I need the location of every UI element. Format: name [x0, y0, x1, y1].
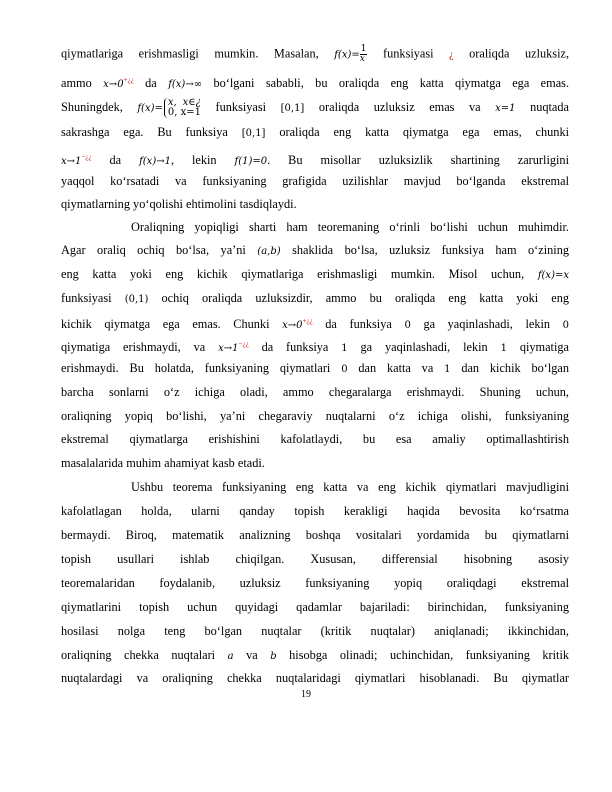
p2-line-10: ekstremal qiymatlarga erishishini kafolatlaydi, bu esa amaliy optimallashtirish	[61, 432, 569, 446]
p3-line-9: nuqtalardagi va oraliqning chekka nuqtalaridagi qiymatlari hisoblanadi. Bu qiymatlar	[61, 671, 569, 685]
p3-line-3: bermaydi. Biroq, matematik analizning boshqa vositalari yordamida bu qiymatlarni	[61, 528, 569, 542]
p1-line-4: sakrashga ega. Bu funksiya [0,1] oraliqda eng katta qiymatga ega emas, chunki	[61, 125, 570, 139]
p3-line-2: kafolatlagan holda, ularni qanday topish kerakligi haqida bevosita ko‘rsatma	[61, 504, 569, 518]
p2-line-1: Oraliqning yopiqligi sharti ham teoremaning o‘rinli bo‘lishi uchun muhimdir.	[131, 220, 569, 234]
p2-line-5: kichik qiymatga ega emas. Chunki x→0+¿¿ da funksiya 0 ga yaqinlashadi, lekin 0	[61, 317, 570, 331]
p1-line-1: qiymatlariga erishmasligi mumkin. Masalan, f(x)= $\frac{1}{x}$ funksiyasi ¿ oraliqda uzluksiz,	[61, 44, 570, 64]
p2-line-4: funksiyasi (0,1) ochiq oraliqda uzluksizdir, ammo bu oraliqda eng katta yoki eng	[61, 291, 570, 305]
p2-line-11: masalalarida muhim ahamiyat kasb etadi.	[61, 456, 265, 470]
p1-line-7: qiymatlarning yo‘qolishi ehtimolini tasdiqlaydi.	[61, 197, 297, 211]
p3-line-5: teoremalaridan foydalanib, uzluksiz funksiyaning yopiq oraliqdagi ekstremal	[61, 576, 569, 590]
p2-line-8: barcha sonlarni o‘z ichiga oladi, ammo chegaralarga erishmaydi. Shuning uchun,	[61, 385, 569, 399]
p1-line-2: ammo x→0+¿¿ da f(x)→∞ bo‘lgani sababli, bu oraliqda eng katta qiymatga ega emas.	[61, 76, 570, 90]
p3-line-4: topish usullari ishlab chiqilgan. Xususan, differensial hisobning asosiy	[61, 552, 569, 566]
page-number: 19	[301, 689, 311, 700]
p1-line-3: Shuningdek, f(x)= x, x∈¿ 0, x=1 funksiyasi [0,1] oraliqda uzluksiz emas va x=1 nuqtada	[61, 97, 569, 118]
p2-line-7: erishmaydi. Bu holatda, funksiyaning qiymatlari 0 dan katta va 1 dan kichik bo‘lgan	[61, 361, 570, 375]
p2-line-3: eng katta yoki eng kichik qiymatlariga erishmasligi mumkin. Misol uchun, f(x)=x	[61, 267, 569, 281]
fraction: $\frac{1}{x}$	[359, 44, 367, 64]
p2-line-9: oraliqning yopiq bo‘lishi, ya’ni chegaraviy nuqtalarni o‘z ichiga olishi, funksiyaning	[61, 409, 569, 423]
p1-line-5: x→1−¿¿ da f(x)→1, lekin f(1)=0. Bu misollar uzluksizlik shartining zarurligini	[61, 153, 569, 167]
p2-line-6: qiymatiga erishmaydi, va x→1−¿¿ da funksiya 1 ga yaqinlashadi, lekin 1 qiymatiga	[61, 340, 569, 354]
p1-line-6: yaqqol ko‘rsatadi va funksiyaning grafigida uzilishlar mavjud bo‘lganda ekstremal	[61, 174, 569, 188]
p3-line-6: qiymatlarini topish uchun quyidagi qadamlar bajariladi: birinchidan, funksiyaning	[61, 600, 569, 614]
p3-line-8: oraliqning chekka nuqtalari a va b hisobga olinadi; uchinchidan, funksiyaning kritik	[61, 648, 570, 662]
p3-line-1: Ushbu teorema funksiyaning eng katta va eng kichik qiymatlari mavjudligini	[131, 480, 569, 494]
piecewise-brace: x, x∈¿ 0, x=1	[164, 98, 201, 118]
p2-line-2: Agar oraliq ochiq bo‘lsa, ya’ni (a,b) shaklida bo‘lsa, uzluksiz funksiya ham o‘zining	[61, 243, 570, 257]
p3-line-7: hosilasi nolga teng bo‘lgan nuqtalar (kritik nuqtalar) aniqlanadi; ikkinchidan,	[61, 624, 569, 638]
